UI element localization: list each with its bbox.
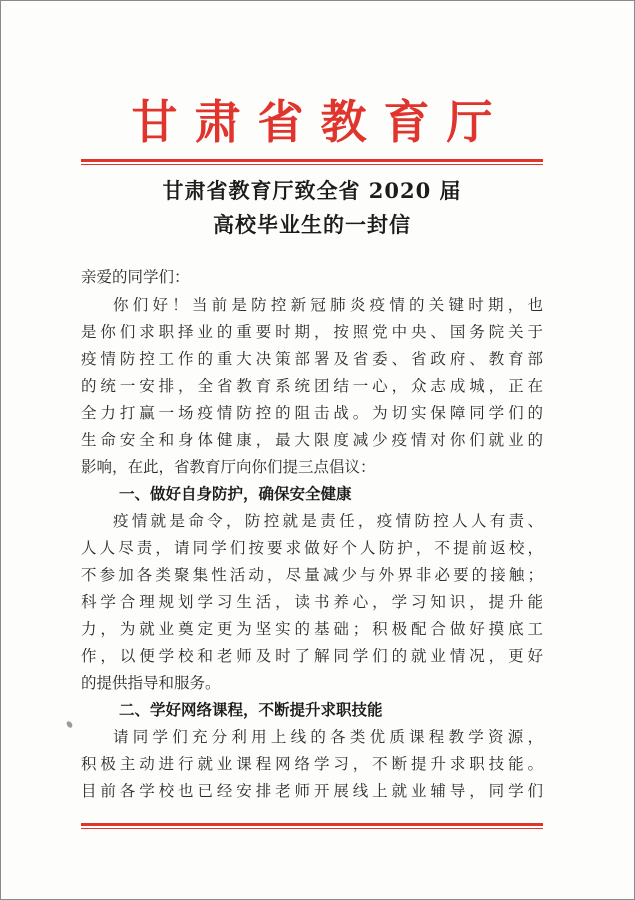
body-line: 的统一安排，全省教育系统团结一心，众志成城，正在 xyxy=(81,377,543,395)
body-line: 科学合理规划学习生活，读书养心，学习知识，提升能 xyxy=(81,593,543,611)
body-line: 积极主动进行就业课程网络学习，不断提升求职技能。 xyxy=(81,755,543,773)
body-line: 是你们求职择业的重要时期，按照党中央、国务院关于 xyxy=(81,323,543,341)
body-line: 全力打赢一场疫情防控的阻击战。为切实保障同学们的 xyxy=(81,404,543,422)
body-line: 影响，在此，省教育厅向你们提三点倡议： xyxy=(81,458,376,476)
body-line: 不参加各类聚集性活动，尽量减少与外界非必要的接触； xyxy=(81,566,543,584)
letter-title-line-1: 甘肃省教育厅致全省 2020 届 xyxy=(162,178,462,203)
body-line: 力，为就业奠定更为坚实的基础；积极配合做好摸底工 xyxy=(81,620,543,638)
body-line: 的提供指导和服务。 xyxy=(81,674,221,692)
body-line: 请同学们充分利用上线的各类优质课程教学资源， xyxy=(113,728,543,746)
letterhead-org-name: 甘肃省教育厅 xyxy=(131,95,510,149)
body-line: 人人尽责，请同学们按要求做好个人防护，不提前返校， xyxy=(81,539,543,557)
letterhead-red-rule-thin xyxy=(81,164,543,165)
body-line: 作，以便学校和老师及时了解同学们的就业情况，更好 xyxy=(81,647,543,665)
body-line: 目前各学校也已经安排老师开展线上就业辅导，同学们 xyxy=(81,782,543,800)
scan-speck xyxy=(65,720,73,729)
footer-red-rule xyxy=(81,823,543,826)
body-line: 疫情就是命令，防控就是责任，疫情防控人人有责、 xyxy=(113,512,543,530)
letter-title-line-2: 高校毕业生的一封信 xyxy=(213,212,411,237)
letterhead-red-rule xyxy=(81,159,543,162)
body-line: 你们好！当前是防控新冠肺炎疫情的关键时期，也 xyxy=(113,296,543,314)
body-line: 生命安全和身体健康，最大限度减少疫情对你们就业的 xyxy=(81,431,543,449)
body-line: 疫情防控工作的重大决策部署及省委、省政府、教育部 xyxy=(81,350,543,368)
footer-red-rule-thin xyxy=(81,828,543,829)
section-heading: 一、做好自身防护，确保安全健康 xyxy=(119,485,352,503)
salutation: 亲爱的同学们： xyxy=(81,268,190,286)
section-heading: 二、学好网络课程，不断提升求职技能 xyxy=(119,701,383,719)
